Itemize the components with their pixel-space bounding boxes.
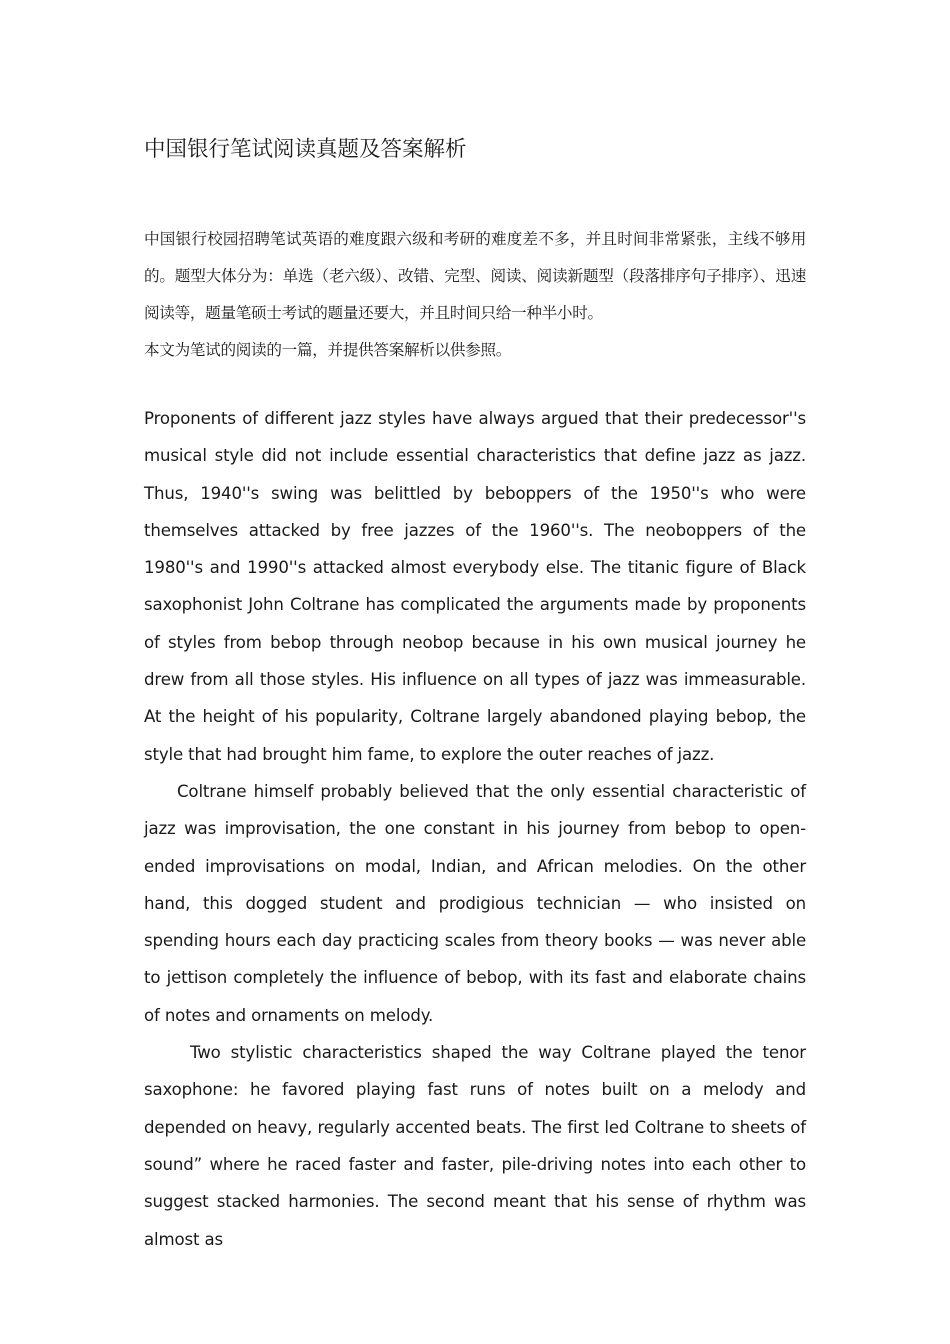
document-title: 中国银行笔试阅读真题及答案解析: [144, 137, 467, 162]
intro-section: [144, 221, 806, 369]
passage-paragraph: Proponents of different jazz styles have always argued that their predecessor''s musical style did not include essential characteristics that define jazz as jazz. Thus, 1940''s swing was belittled by beboppers of the 1950''s who were themselves attacked by free jazzes of the 1960''s. The neoboppers of the 1980''s and 1990''s attacked almost everybody else. The titanic figure of Black saxophonist John Coltrane has complicated the arguments made by proponents of styles from bebop through neobop because in his own musical journey he drew from all those styles. His influence on all types of jazz was immeasurable. At the height of his popularity, Coltrane largely abandoned playing bebop, the style that had brought him fame, to explore the outer reaches of jazz.: [144, 409, 806, 764]
intro-paragraph: 中国银行校园招聘笔试英语的难度跟六级和考研的难度差不多，并且时间非常紧张，主线不够用的。题型大体分为：单选（老六级）、改错、完型、阅读、阅读新题型（段落排序句子排序）、迅速阅读等，题量笔硕士考试的题量还要大，并且时间只给一种半小时。: [144, 230, 806, 322]
reading-passage: [144, 400, 806, 1258]
passage-paragraph: Two stylistic characteristics shaped the way Coltrane played the tenor saxophone: he favored playing fast runs of notes built on a melody and depended on heavy, regularly accented beats. The first led Coltrane to sheets of sound” where he raced faster and faster, pile-driving notes into each other to suggest stacked harmonies. The second meant that his sense of rhythm was almost as: [144, 1043, 806, 1249]
passage-paragraph: Coltrane himself probably believed that the only essential characteristic of jazz was improvisation, the one constant in his journey from bebop to open-ended improvisations on modal, Indian, and African melodies. On the other hand, this dogged student and prodigious technician — who insisted on spending hours each day practicing scales from theory books — was never able to jettison completely the influence of bebop, with its fast and elaborate chains of notes and ornaments on melody.: [144, 781, 806, 1025]
intro-paragraph: 本文为笔试的阅读的一篇，并提供答案解析以供参照。: [144, 341, 512, 359]
